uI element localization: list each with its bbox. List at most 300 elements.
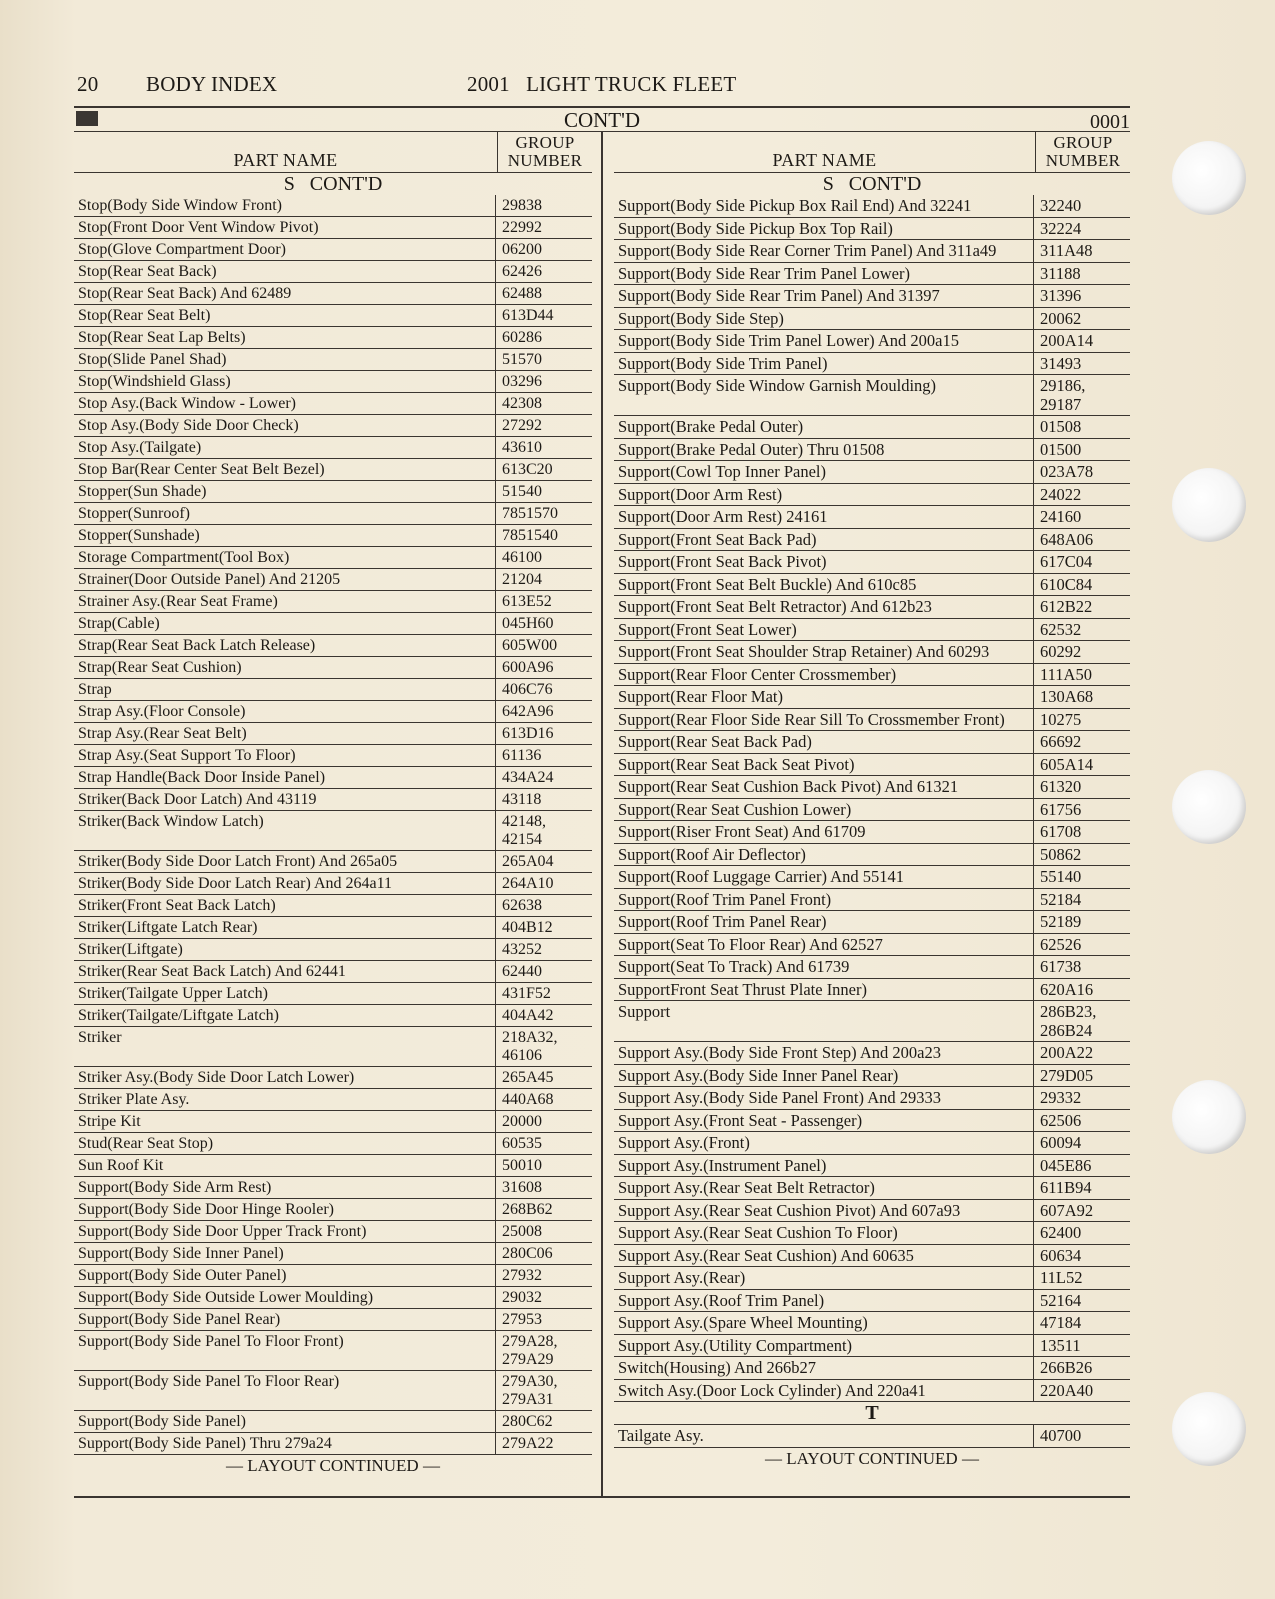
table-row xyxy=(614,1380,1130,1403)
section-title: BODY INDEX xyxy=(146,72,278,96)
group-number: 62506 xyxy=(1033,1110,1130,1132)
part-name: Support(Seat To Track) And 61739 xyxy=(618,957,850,976)
table-row xyxy=(614,709,1130,732)
group-number: 60634 xyxy=(1033,1245,1130,1267)
group-number: 611B94 xyxy=(1033,1177,1130,1199)
binder-hole-icon xyxy=(1172,770,1246,844)
table-row xyxy=(614,1425,1130,1448)
part-name: Support(Riser Front Seat) And 61709 xyxy=(618,822,866,841)
part-name: Support(Body Side Panel Rear) xyxy=(78,1311,281,1328)
part-name: Tailgate Asy. xyxy=(618,1426,704,1445)
part-name: Support(Brake Pedal Outer) Thru 01508 xyxy=(618,439,885,459)
part-name: Stop(Front Door Vent Window Pivot) xyxy=(78,219,319,236)
part-name: Support Asy.(Utility Compartment) xyxy=(618,1335,853,1355)
part-name: Support(Rear Seat Cushion Back Pivot) And 61321 xyxy=(618,777,959,796)
group-number: 218A32, 46106 xyxy=(495,1027,592,1066)
page-number: 20 xyxy=(77,72,99,96)
table-row xyxy=(614,506,1130,529)
part-name: Stopper(Sun Shade) xyxy=(78,483,207,500)
table-row xyxy=(74,1331,592,1371)
binder-hole-icon xyxy=(1172,1080,1246,1154)
group-number: 280C06 xyxy=(495,1243,592,1264)
part-name: Switch(Housing) And 266b27 xyxy=(618,1358,816,1377)
group-number-header: GROUP NUMBER xyxy=(1035,131,1130,172)
table-row xyxy=(74,1287,592,1309)
group-number: 642A96 xyxy=(495,701,592,722)
group-number: 31493 xyxy=(1033,353,1130,375)
group-number: 613D16 xyxy=(495,723,592,744)
group-number: 21204 xyxy=(495,569,592,590)
part-name: Strap Asy.(Seat Support To Floor) xyxy=(78,747,296,764)
part-name: Stop(Windshield Glass) xyxy=(78,373,231,390)
part-name: Support Asy.(Rear Seat Belt Retractor) xyxy=(618,1178,875,1197)
table-row xyxy=(614,263,1130,286)
group-number: 220A40 xyxy=(1033,1380,1130,1402)
group-number: 43610 xyxy=(495,437,592,458)
group-number: 620A16 xyxy=(1033,979,1130,1001)
table-row xyxy=(74,261,592,283)
part-name: Support(Body Side Inner Panel) xyxy=(78,1245,284,1262)
left-column xyxy=(74,131,592,1477)
group-number: 617C04 xyxy=(1033,551,1130,573)
group-number: 613E52 xyxy=(495,591,592,612)
group-number: 404B12 xyxy=(495,917,592,938)
group-number: 61136 xyxy=(495,745,592,766)
table-row xyxy=(74,503,592,525)
part-name: Support(Body Side Panel) xyxy=(78,1413,246,1430)
group-number: 200A14 xyxy=(1033,330,1130,352)
right-column xyxy=(614,131,1130,1470)
table-row xyxy=(614,1110,1130,1133)
table-row xyxy=(74,613,592,635)
table-row xyxy=(74,1309,592,1331)
part-name: Support Asy.(Rear Seat Cushion Pivot) And 607a93 xyxy=(618,1200,961,1220)
part-name: Stop Bar(Rear Center Seat Belt Bezel) xyxy=(78,461,325,478)
binder-hole-icon xyxy=(1172,1392,1246,1466)
book-title: 2001 LIGHT TRUCK FLEET xyxy=(467,72,737,96)
table-row xyxy=(74,1371,592,1411)
table-row xyxy=(614,776,1130,799)
group-number: 279A30, 279A31 xyxy=(495,1371,592,1410)
group-number: 32240 xyxy=(1033,195,1130,217)
table-row xyxy=(74,393,592,415)
group-number: 42308 xyxy=(495,393,592,414)
group-number: 27953 xyxy=(495,1309,592,1330)
table-row xyxy=(74,437,592,459)
part-name-header: PART NAME xyxy=(233,150,338,170)
group-number: 43118 xyxy=(495,789,592,810)
table-row xyxy=(614,731,1130,754)
part-name: Support(Rear Floor Center Crossmember) xyxy=(618,664,897,684)
part-name: Striker Asy.(Body Side Door Latch Lower) xyxy=(78,1069,355,1086)
group-number: 045H60 xyxy=(495,613,592,634)
table-row xyxy=(614,1132,1130,1155)
group-number: 29032 xyxy=(495,1287,592,1308)
group-number: 31608 xyxy=(495,1177,592,1198)
table-row xyxy=(614,1001,1130,1042)
group-number: 61708 xyxy=(1033,821,1130,843)
column-header xyxy=(74,131,592,173)
group-number: 62638 xyxy=(495,895,592,916)
part-name: Stop Asy.(Back Window - Lower) xyxy=(78,395,296,412)
parts-list xyxy=(74,195,592,1455)
table-row xyxy=(74,657,592,679)
group-number: 600A96 xyxy=(495,657,592,678)
table-row xyxy=(74,917,592,939)
table-row xyxy=(74,1221,592,1243)
group-number: 130A68 xyxy=(1033,686,1130,708)
table-row xyxy=(74,1265,592,1287)
table-row xyxy=(614,889,1130,912)
part-name: Striker(Liftgate Latch Rear) xyxy=(78,919,258,936)
table-row xyxy=(74,1111,592,1133)
table-row xyxy=(74,547,592,569)
table-row xyxy=(74,591,592,613)
group-number: 50010 xyxy=(495,1155,592,1176)
group-number: 06200 xyxy=(495,239,592,260)
group-number: 43252 xyxy=(495,939,592,960)
table-row xyxy=(74,873,592,895)
part-name: Support(Body Side Outer Panel) xyxy=(78,1267,287,1284)
table-row xyxy=(614,596,1130,619)
group-number: 60292 xyxy=(1033,641,1130,663)
table-row xyxy=(614,330,1130,353)
group-number: 46100 xyxy=(495,547,592,568)
group-number-header: GROUP NUMBER xyxy=(497,131,592,172)
part-name: Stop(Rear Seat Belt) xyxy=(78,307,211,324)
table-row xyxy=(74,1067,592,1089)
group-number: 25008 xyxy=(495,1221,592,1242)
table-row xyxy=(74,983,592,1005)
part-name: Support(Body Side Panel To Floor Rear) xyxy=(78,1373,340,1390)
column-header xyxy=(614,131,1130,173)
table-row xyxy=(614,844,1130,867)
part-name: Support Asy.(Roof Trim Panel) xyxy=(618,1290,825,1310)
group-number: 42148, 42154 xyxy=(495,811,592,850)
part-name: Striker Plate Asy. xyxy=(78,1091,190,1108)
table-row xyxy=(614,821,1130,844)
part-name: Support Asy.(Front Seat - Passenger) xyxy=(618,1110,863,1130)
group-number: 60535 xyxy=(495,1133,592,1154)
group-number: 66692 xyxy=(1033,731,1130,753)
part-name: Support(Roof Trim Panel Front) xyxy=(618,889,832,909)
letter-header-t: T xyxy=(614,1402,1130,1425)
part-name: Support(Body Side Door Upper Track Front) xyxy=(78,1223,367,1240)
part-name: Striker(Tailgate/Liftgate Latch) xyxy=(78,1007,280,1024)
table-row xyxy=(74,1433,592,1455)
part-name: Strap xyxy=(78,681,112,698)
table-row xyxy=(74,1155,592,1177)
group-number: 11L52 xyxy=(1033,1267,1130,1289)
part-name: Strainer Asy.(Rear Seat Frame) xyxy=(78,593,278,610)
part-name: Stud(Rear Seat Stop) xyxy=(78,1135,214,1152)
part-name: Striker(Body Side Door Latch Rear) And 264a11 xyxy=(78,875,393,892)
part-name: Stop(Rear Seat Back) xyxy=(78,263,217,280)
group-number: 607A92 xyxy=(1033,1200,1130,1222)
group-number: 01500 xyxy=(1033,439,1130,461)
group-number: 20000 xyxy=(495,1111,592,1132)
table-row xyxy=(74,767,592,789)
part-name: Striker(Front Seat Back Latch) xyxy=(78,897,276,914)
group-number: 32224 xyxy=(1033,218,1130,240)
group-number: 279A28, 279A29 xyxy=(495,1331,592,1370)
contd-code: 0001 xyxy=(1090,111,1130,133)
group-number: 52184 xyxy=(1033,889,1130,911)
table-row xyxy=(74,851,592,873)
table-row xyxy=(74,327,592,349)
table-row xyxy=(614,619,1130,642)
table-row xyxy=(614,664,1130,687)
group-number: 40700 xyxy=(1033,1425,1130,1447)
group-number: 24160 xyxy=(1033,506,1130,528)
table-row xyxy=(74,459,592,481)
part-name: Support(Body Side Arm Rest) xyxy=(78,1179,272,1196)
group-number: 61320 xyxy=(1033,776,1130,798)
table-row xyxy=(74,1089,592,1111)
part-name: Support(Roof Trim Panel Rear) xyxy=(618,912,827,931)
part-name: Support(Brake Pedal Outer) xyxy=(618,417,804,436)
parts-list-t xyxy=(614,1425,1130,1448)
binder-hole-icon xyxy=(1172,468,1246,542)
group-number: 27292 xyxy=(495,415,592,436)
table-row xyxy=(614,866,1130,889)
table-row xyxy=(614,1200,1130,1223)
table-row xyxy=(614,1222,1130,1245)
part-name: Stop(Rear Seat Back) And 62489 xyxy=(78,285,292,302)
group-number: 29332 xyxy=(1033,1087,1130,1109)
part-name: Support(Front Seat Belt Buckle) And 610c85 xyxy=(618,574,917,594)
part-name: Stop Asy.(Body Side Door Check) xyxy=(78,417,299,434)
part-name: Strainer(Door Outside Panel) And 21205 xyxy=(78,571,341,588)
group-number: 60094 xyxy=(1033,1132,1130,1154)
table-row xyxy=(614,1245,1130,1268)
table-row xyxy=(74,349,592,371)
part-name: Support Asy.(Body Side Inner Panel Rear) xyxy=(618,1065,899,1085)
table-row xyxy=(614,1312,1130,1335)
table-row xyxy=(614,218,1130,241)
part-name: Support(Front Seat Shoulder Strap Retainer) And 60293 xyxy=(618,642,990,661)
part-name: Support(Body Side Window Garnish Moulding) xyxy=(618,376,937,395)
table-row xyxy=(74,415,592,437)
group-number: 613C20 xyxy=(495,459,592,480)
group-number: 266B26 xyxy=(1033,1357,1130,1379)
group-number: 24022 xyxy=(1033,484,1130,506)
group-number: 27932 xyxy=(495,1265,592,1286)
group-number: 61738 xyxy=(1033,956,1130,978)
part-name: Support(Rear Seat Back Pad) xyxy=(618,732,812,751)
part-name: Support(Body Side Door Hinge Rooler) xyxy=(78,1201,334,1218)
binder-hole-icon xyxy=(1172,141,1246,215)
table-row xyxy=(614,353,1130,376)
part-name: Support(Front Seat Back Pivot) xyxy=(618,552,827,571)
table-row xyxy=(74,1243,592,1265)
table-row xyxy=(614,240,1130,263)
part-name: Stripe Kit xyxy=(78,1113,141,1130)
table-row xyxy=(614,911,1130,934)
part-name: Strap(Rear Seat Back Latch Release) xyxy=(78,637,316,654)
letter-header: S CONT'D xyxy=(283,173,383,195)
part-name: Striker(Body Side Door Latch Front) And 265a05 xyxy=(78,853,398,870)
part-name: Support(Door Arm Rest) 24161 xyxy=(618,507,828,526)
group-number: 62400 xyxy=(1033,1222,1130,1244)
group-number: 286B23, 286B24 xyxy=(1033,1001,1130,1041)
table-row xyxy=(74,745,592,767)
part-name: Striker xyxy=(78,1029,122,1046)
table-row xyxy=(614,529,1130,552)
part-name: Support(Front Seat Belt Retractor) And 612b23 xyxy=(618,597,932,616)
group-number: 404A42 xyxy=(495,1005,592,1026)
table-row xyxy=(74,961,592,983)
part-name: Support(Roof Luggage Carrier) And 55141 xyxy=(618,867,904,886)
part-name: Support(Rear Seat Cushion Lower) xyxy=(618,799,852,819)
table-row xyxy=(74,939,592,961)
table-row xyxy=(614,439,1130,462)
part-name: Support(Rear Seat Back Seat Pivot) xyxy=(618,754,855,774)
group-number: 51540 xyxy=(495,481,592,502)
part-name: Stop(Body Side Window Front) xyxy=(78,197,282,214)
part-name: Strap Asy.(Rear Seat Belt) xyxy=(78,725,247,742)
group-number: 62426 xyxy=(495,261,592,282)
group-number: 29186, 29187 xyxy=(1033,375,1130,415)
table-row xyxy=(614,1357,1130,1380)
table-row xyxy=(614,956,1130,979)
group-number: 612B22 xyxy=(1033,596,1130,618)
group-number: 648A06 xyxy=(1033,529,1130,551)
part-name: Strap(Rear Seat Cushion) xyxy=(78,659,242,676)
group-number: 605A14 xyxy=(1033,754,1130,776)
group-number: 55140 xyxy=(1033,866,1130,888)
group-number: 7851540 xyxy=(495,525,592,546)
group-number: 29838 xyxy=(495,195,592,216)
part-name: Support Asy.(Front) xyxy=(618,1133,750,1152)
table-row xyxy=(614,1335,1130,1358)
group-number: 265A45 xyxy=(495,1067,592,1088)
group-number: 023A78 xyxy=(1033,461,1130,483)
group-number: 50862 xyxy=(1033,844,1130,866)
table-row xyxy=(614,1155,1130,1178)
table-row xyxy=(614,1267,1130,1290)
group-number: 47184 xyxy=(1033,1312,1130,1334)
part-name: Support Asy.(Body Side Front Step) And 200a23 xyxy=(618,1043,941,1062)
part-name: Support(Front Seat Lower) xyxy=(618,619,797,639)
group-number: 440A68 xyxy=(495,1089,592,1110)
part-name: Support(Cowl Top Inner Panel) xyxy=(618,462,826,481)
group-number: 406C76 xyxy=(495,679,592,700)
group-number: 264A10 xyxy=(495,873,592,894)
table-row xyxy=(614,1290,1130,1313)
part-name: Striker(Back Window Latch) xyxy=(78,813,264,830)
part-name: Stop(Glove Compartment Door) xyxy=(78,241,286,258)
group-number: 62488 xyxy=(495,283,592,304)
table-row xyxy=(614,285,1130,308)
table-row xyxy=(614,375,1130,416)
part-name: Stopper(Sunroof) xyxy=(78,505,190,522)
table-row xyxy=(74,1199,592,1221)
table-row xyxy=(74,701,592,723)
part-name: Switch Asy.(Door Lock Cylinder) And 220a41 xyxy=(618,1380,926,1400)
table-row xyxy=(74,723,592,745)
part-name: Support(Body Side Panel To Floor Front) xyxy=(78,1333,344,1350)
group-number: 62440 xyxy=(495,961,592,982)
table-row xyxy=(614,754,1130,777)
part-name: Stop(Rear Seat Lap Belts) xyxy=(78,329,246,346)
group-number: 434A24 xyxy=(495,767,592,788)
table-row xyxy=(614,461,1130,484)
group-number: 62526 xyxy=(1033,934,1130,956)
part-name: Strap Asy.(Floor Console) xyxy=(78,703,246,720)
group-number: 13511 xyxy=(1033,1335,1130,1357)
part-name: Stopper(Sunshade) xyxy=(78,527,200,544)
part-name: Striker(Back Door Latch) And 43119 xyxy=(78,791,317,808)
group-number: 52189 xyxy=(1033,911,1130,933)
bottom-rule xyxy=(74,1496,1130,1498)
group-number: 31188 xyxy=(1033,263,1130,285)
group-number: 01508 xyxy=(1033,416,1130,438)
table-row xyxy=(614,484,1130,507)
layout-continued: — LAYOUT CONTINUED — xyxy=(226,1456,440,1475)
table-row xyxy=(74,305,592,327)
part-name: Support(Body Side Trim Panel) xyxy=(618,353,828,373)
table-row xyxy=(74,569,592,591)
table-row xyxy=(614,686,1130,709)
table-row xyxy=(74,239,592,261)
part-name: Support(Front Seat Back Pad) xyxy=(618,529,817,549)
group-number: 60286 xyxy=(495,327,592,348)
table-row xyxy=(74,217,592,239)
part-name: Support(Body Side Step) xyxy=(618,308,784,328)
table-row xyxy=(74,789,592,811)
part-name: Support xyxy=(618,1002,671,1021)
part-name: Support(Roof Air Deflector) xyxy=(618,844,806,864)
table-row xyxy=(74,1027,592,1067)
group-number: 265A04 xyxy=(495,851,592,872)
part-name: Striker(Rear Seat Back Latch) And 62441 xyxy=(78,963,346,980)
part-name: Support Asy.(Body Side Panel Front) And 29333 xyxy=(618,1088,941,1107)
group-number: 045E86 xyxy=(1033,1155,1130,1177)
table-row xyxy=(74,195,592,217)
group-number: 200A22 xyxy=(1033,1042,1130,1064)
group-number: 613D44 xyxy=(495,305,592,326)
part-name: Support Asy.(Rear Seat Cushion) And 60635 xyxy=(618,1245,914,1265)
part-name: Support(Body Side Outside Lower Moulding) xyxy=(78,1289,374,1306)
part-name: Support(Body Side Panel) Thru 279a24 xyxy=(78,1435,332,1452)
group-number: 431F52 xyxy=(495,983,592,1004)
table-row xyxy=(74,1411,592,1433)
table-row xyxy=(614,1087,1130,1110)
part-name: Support(Rear Floor Mat) xyxy=(618,687,783,706)
table-row xyxy=(614,799,1130,822)
part-name: SupportFront Seat Thrust Plate Inner) xyxy=(618,979,867,999)
table-row xyxy=(614,308,1130,331)
table-row xyxy=(74,679,592,701)
layout-continued: — LAYOUT CONTINUED — xyxy=(765,1448,979,1468)
group-number: 279A22 xyxy=(495,1433,592,1454)
group-number: 7851570 xyxy=(495,503,592,524)
part-name: Support Asy.(Instrument Panel) xyxy=(618,1155,827,1175)
part-name: Support(Body Side Rear Trim Panel) And 31397 xyxy=(618,286,940,305)
group-number: 52164 xyxy=(1033,1290,1130,1312)
group-number: 311A48 xyxy=(1033,240,1130,262)
contd-title: CONT'D xyxy=(563,108,641,132)
table-row xyxy=(74,895,592,917)
table-row xyxy=(74,371,592,393)
table-row xyxy=(74,283,592,305)
table-row xyxy=(614,416,1130,439)
group-number: 605W00 xyxy=(495,635,592,656)
table-row xyxy=(74,1177,592,1199)
group-number: 03296 xyxy=(495,371,592,392)
group-number: 22992 xyxy=(495,217,592,238)
